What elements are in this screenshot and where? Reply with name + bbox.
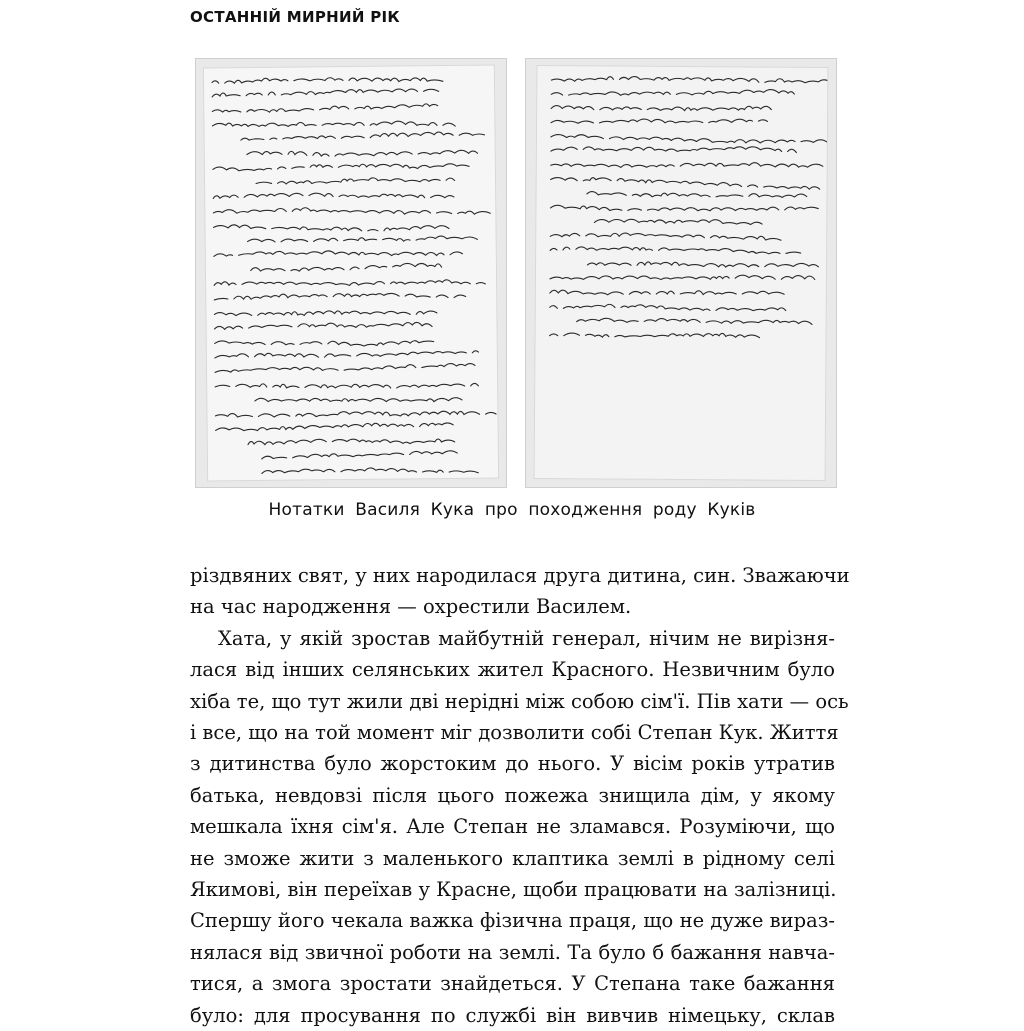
text-line: хіба те, що тут жили дві нерідні між собою сім'ї. Пів хати — ось (190, 689, 849, 713)
running-head: ОСТАННІЙ МИРНИЙ РІК (190, 8, 400, 26)
text-line: різдвяних свят, у них народилася друга дитина, син. Зважаючи (190, 564, 850, 587)
text-line: на час народження — охрестили Василем. (190, 595, 632, 619)
text-line: і все, що на той момент міг дозволити собі Степан Кук. Життя (190, 721, 839, 745)
text-line: було: для просування по службі він вивчив німецьку, склав (190, 1003, 835, 1027)
handwriting-scribbles (204, 65, 498, 480)
text-line: тися, а змога зростати знайдеться. У Степана таке бажання (190, 972, 835, 996)
handwritten-notes-photo-left (195, 58, 507, 488)
text-line: лася від інших селянських жител Красного. Незвичним було (190, 658, 835, 682)
text-line: мешкала їхня сім'я. Але Степан не зламався. Розуміючи, що (190, 815, 835, 839)
paper-sheet (203, 64, 499, 481)
body-text (190, 560, 850, 1031)
paper-sheet (534, 65, 829, 481)
text-line: нялася від звичної роботи на землі. Та було б бажання навча- (190, 940, 835, 964)
text-line: Якимові, він переїхав у Красне, щоби працювати на залізниці. (190, 878, 837, 902)
handwritten-notes-photo-right (525, 58, 837, 488)
text-line: Спершу його чекала важка фізична праця, що не дуже вираз- (190, 909, 835, 933)
text-line: Хата, у якій зростав майбутній генерал, нічим не вирізня- (218, 626, 835, 650)
handwriting-scribbles (535, 66, 828, 480)
text-line: батька, невдовзі після цього пожежа знищила дім, у якому (190, 783, 835, 807)
text-line: з дитинства було жорстоким до нього. У вісім років утратив (190, 752, 835, 776)
text-line: не зможе жити з маленького клаптика землі в рідному селі (190, 846, 835, 870)
figure-caption: Нотатки Василя Кука про походження роду Куків (268, 500, 756, 520)
